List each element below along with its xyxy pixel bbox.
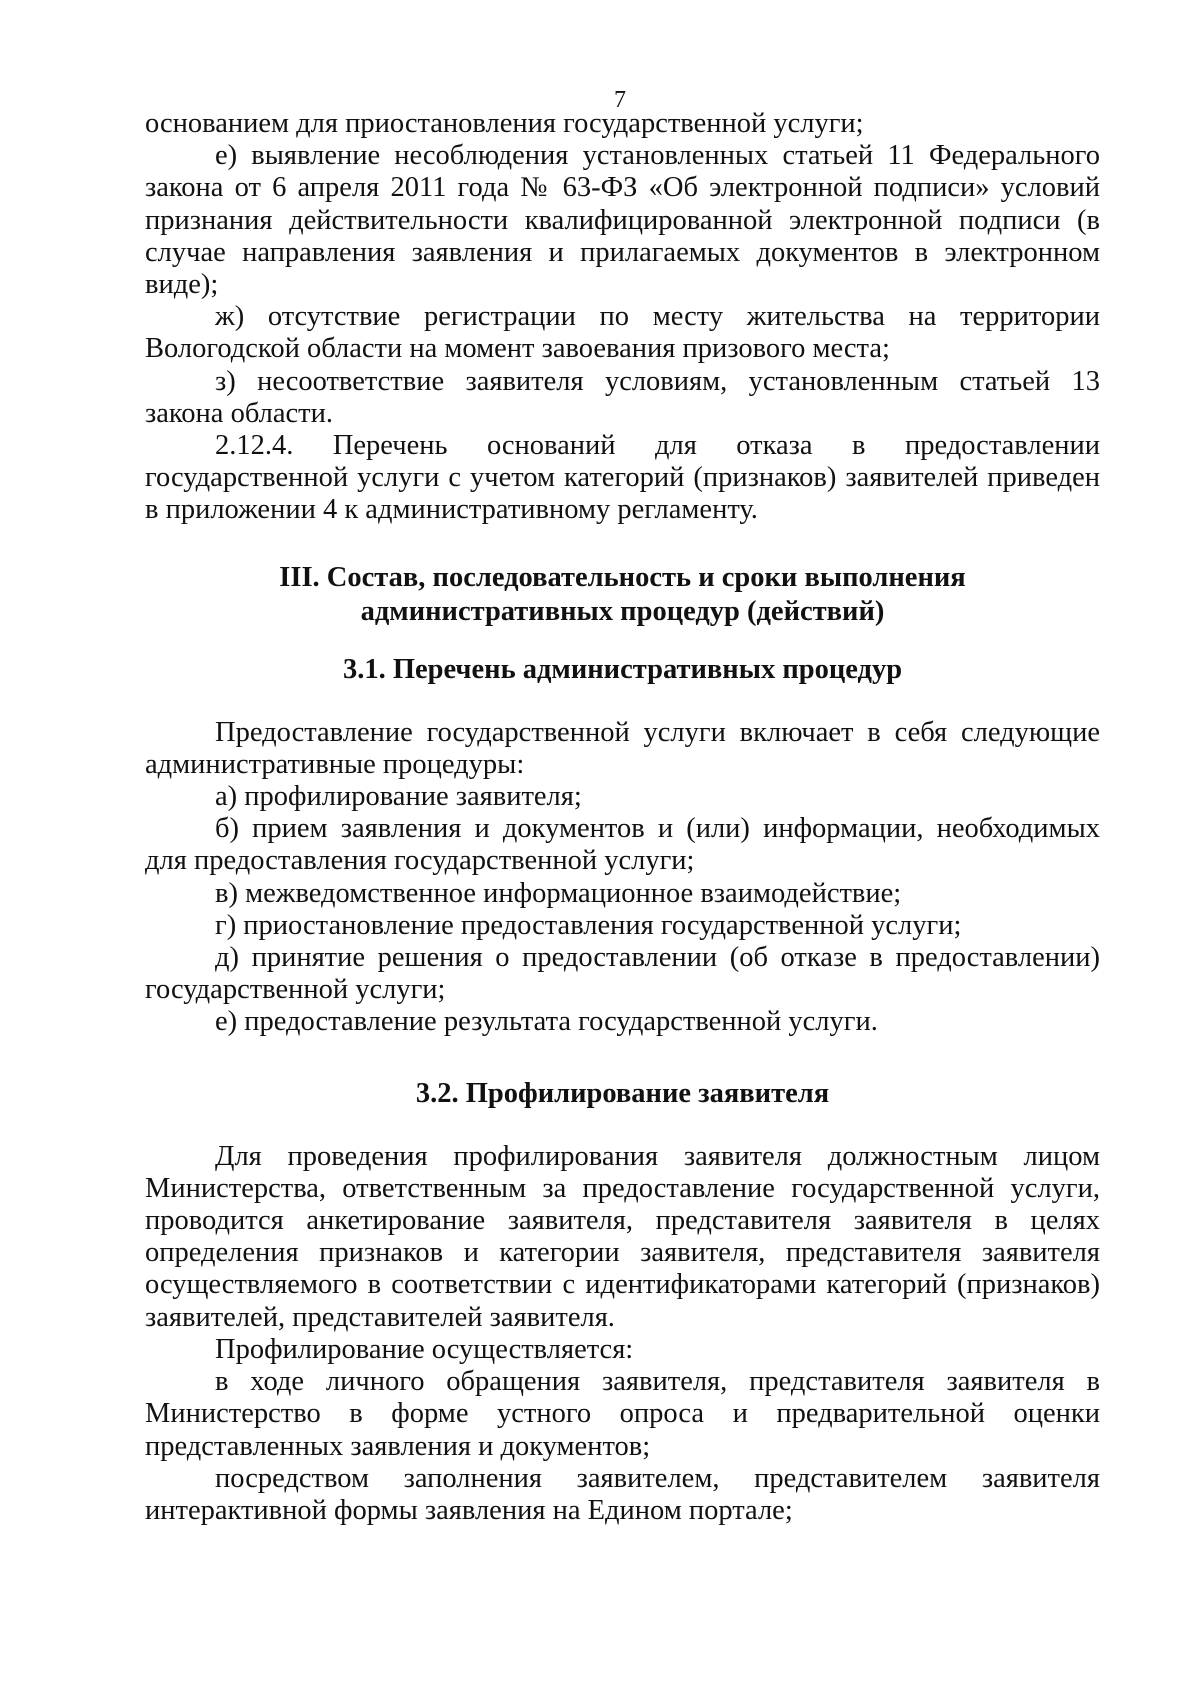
list-item-d: д) принятие решения о предоставлении (об отказе в предоставлении) государственной услуги; [145, 942, 1100, 1006]
paragraph-3-2-personal: в ходе личного обращения заявителя, представителя заявителя в Министерство в форме устного опроса и предварительной оценки представленных заявления и документов; [145, 1366, 1100, 1462]
list-item-e: е) предоставление результата государственной услуги. [215, 1006, 878, 1038]
paragraph-item-zh: ж) отсутствие регистрации по месту жительства на территории Вологодской области на момент завоевания призового места; [145, 301, 1100, 365]
section-3-heading-line1: III. Состав, последовательность и сроки выполнения [279, 561, 966, 593]
paragraph-item-z: з) несоответствие заявителя условиям, установленным статьей 13 закона области. [145, 365, 1100, 429]
page-number: 7 [614, 87, 626, 113]
paragraph-continuation: основанием для приостановления государственной услуги; [145, 108, 864, 139]
list-item-a: а) профилирование заявителя; [215, 781, 582, 813]
list-item-g: г) приостановление предоставления государственной услуги; [215, 909, 962, 941]
paragraph-3-1-intro: Предоставление государственной услуги включает в себя следующие административные процедуры: [145, 716, 1100, 780]
section-3-2-heading: 3.2. Профилирование заявителя [415, 1077, 830, 1109]
paragraph-3-2-intro: Для проведения профилирования заявителя должностным лицом Министерства, ответственным за предоставление государственной услуги, проводится анкетирование заявителя, представителя заявителя в целях определения признаков и категории заявителя, представителя заявителя осуществляемого в соответствии с идентификаторами категорий (признаков) заявителей, представителей заявителя. [145, 1140, 1100, 1333]
section-3-heading-line2: административных процедур (действий) [360, 595, 885, 627]
list-item-v: в) межведомственное информационное взаимодействие; [215, 877, 902, 909]
paragraph-3-2-profiling: Профилирование осуществляется: [215, 1333, 634, 1365]
paragraph-item-e: е) выявление несоблюдения установленных статьей 11 Федерального закона от 6 апреля 2011 года № 63-ФЗ «Об электронной подписи» условий признания действительности квалифицированной электронной подписи (в случае направления заявления и прилагаемых документов в электронном виде); [145, 140, 1100, 301]
paragraph-3-2-portal: посредством заполнения заявителем, представителем заявителя интерактивной формы заявления на Едином портале; [145, 1462, 1100, 1526]
list-item-b: б) прием заявления и документов и (или) информации, необходимых для предоставления государственной услуги; [145, 813, 1100, 877]
section-3-1-heading: 3.1. Перечень административных процедур [342, 653, 903, 685]
paragraph-2-12-4: 2.12.4. Перечень оснований для отказа в предоставлении государственной услуги с учетом категорий (признаков) заявителей приведен в приложении 4 к административному регламенту. [145, 430, 1100, 526]
document-body [145, 108, 1100, 1527]
